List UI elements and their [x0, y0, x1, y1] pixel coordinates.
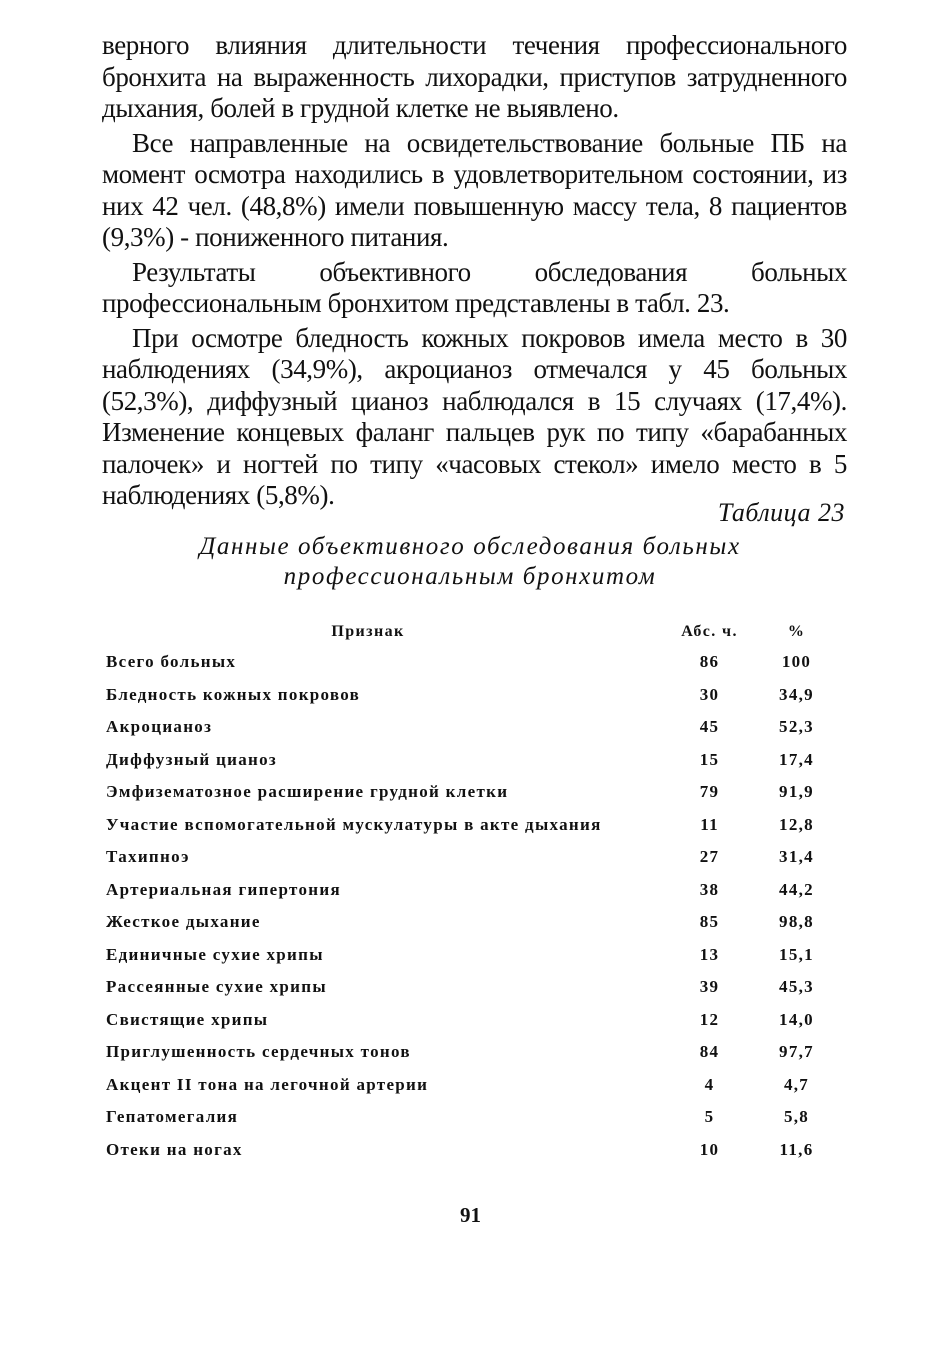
- table-title-line-2: профессиональным бронхитом: [283, 563, 657, 590]
- cell-pct: 15,1: [779, 944, 814, 964]
- cell-abs: 12: [699, 1009, 720, 1029]
- cell-abs: 30: [699, 684, 720, 704]
- cell-abs: 38: [699, 879, 720, 899]
- cell-pct: 44,2: [779, 879, 814, 899]
- cell-abs: 15: [699, 749, 720, 769]
- cell-abs: 5: [704, 1107, 715, 1127]
- body-text: [102, 30, 847, 515]
- cell-abs: 84: [699, 1042, 720, 1062]
- table-row: [100, 1069, 840, 1102]
- table-row: [100, 906, 840, 939]
- table-row: [100, 1134, 840, 1167]
- table-row: [100, 711, 840, 744]
- paragraph-continuation: верного влияния длительности течения профессионального бронхита на выраженность лихорадки, приступов затрудненного дыхания, болей в грудной клетке не выявлено.: [102, 30, 847, 123]
- cell-abs: 13: [699, 944, 720, 964]
- cell-pct: 52,3: [779, 717, 814, 737]
- cell-pct: 12,8: [779, 814, 814, 834]
- table-row: [100, 971, 840, 1004]
- table-title-line-1: Данные объективного обследования больных: [199, 533, 741, 560]
- cell-pct: 45,3: [779, 977, 814, 997]
- cell-abs: 4: [704, 1074, 715, 1094]
- cell-abs: 39: [699, 977, 720, 997]
- header-sign: Признак: [331, 623, 405, 640]
- cell-abs: 79: [699, 782, 720, 802]
- cell-abs: 85: [699, 912, 720, 932]
- cell-pct: 34,9: [779, 684, 814, 704]
- cell-sign: Тахипноэ: [106, 847, 190, 867]
- cell-sign: Отеки на ногах: [106, 1139, 243, 1159]
- cell-abs: 10: [699, 1139, 720, 1159]
- cell-sign: Акцент II тона на легочной артерии: [106, 1074, 429, 1094]
- table-row: [100, 776, 840, 809]
- table-row: [100, 939, 840, 972]
- cell-abs: 86: [699, 652, 720, 672]
- cell-sign: Всего больных: [106, 652, 237, 672]
- cell-sign: Единичные сухие хрипы: [106, 944, 324, 964]
- table-title: [120, 532, 820, 592]
- cell-pct: 17,4: [779, 749, 814, 769]
- paragraph-examination-findings: При осмотре бледность кожных покровов имела место в 30 наблюдениях (34,9%), акроцианоз отмечался у 45 больных (52,3%), диффузный цианоз наблюдался в 15 случаях (17,4%). Изменение концевых фаланг пальцев рук по типу «барабанных палочек» и ногтей по типу «часовых стекол» имело место в 5 наблюдениях (5,8%).: [102, 322, 847, 510]
- table-row: [100, 646, 840, 679]
- cell-sign: Участие вспомогательной мускулатуры в акте дыхания: [106, 814, 602, 834]
- cell-sign: Рассеянные сухие хрипы: [106, 977, 327, 997]
- cell-sign: Бледность кожных покровов: [106, 684, 361, 704]
- cell-pct: 11,6: [779, 1139, 814, 1159]
- cell-pct: 97,7: [779, 1042, 814, 1062]
- table-row: [100, 744, 840, 777]
- table-label: Таблица 23: [717, 498, 845, 527]
- cell-sign: Акроцианоз: [106, 717, 213, 737]
- cell-sign: Приглушенность сердечных тонов: [106, 1042, 411, 1062]
- cell-sign: Диффузный цианоз: [106, 749, 278, 769]
- header-abs: Абс. ч.: [681, 623, 738, 640]
- table-row: [100, 1036, 840, 1069]
- cell-sign: Жесткое дыхание: [106, 912, 261, 932]
- table-row: [100, 1004, 840, 1037]
- table-row: [100, 809, 840, 842]
- page-number: 91: [460, 1203, 481, 1227]
- cell-abs: 27: [699, 847, 720, 867]
- paragraph-results-reference: Результаты объективного обследования больных профессиональным бронхитом представлены в табл. 23.: [102, 256, 847, 318]
- table-row: [100, 874, 840, 907]
- header-pct: %: [787, 623, 806, 640]
- cell-pct: 98,8: [779, 912, 814, 932]
- findings-table: [100, 618, 840, 1166]
- cell-pct: 31,4: [779, 847, 814, 867]
- cell-pct: 14,0: [779, 1009, 814, 1029]
- cell-abs: 45: [699, 717, 720, 737]
- cell-sign: Свистящие хрипы: [106, 1009, 269, 1029]
- cell-sign: Артериальная гипертония: [106, 879, 341, 899]
- cell-pct: 91,9: [779, 782, 814, 802]
- table-header-row: [100, 618, 840, 646]
- cell-pct: 100: [781, 652, 812, 672]
- cell-sign: Гепатомегалия: [106, 1107, 239, 1127]
- cell-sign: Эмфизематозное расширение грудной клетки: [106, 782, 509, 802]
- table-row: [100, 679, 840, 712]
- cell-abs: 11: [700, 814, 719, 834]
- table-row: [100, 1101, 840, 1134]
- table-row: [100, 841, 840, 874]
- paragraph-patient-condition: Все направленные на освидетельствование больные ПБ на момент осмотра находились в удовлетворительном состоянии, из них 42 чел. (48,8%) имели повышенную массу тела, 8 пациентов (9,3%) - пониженного питания.: [102, 127, 847, 252]
- cell-pct: 5,8: [783, 1107, 810, 1127]
- cell-pct: 4,7: [783, 1074, 810, 1094]
